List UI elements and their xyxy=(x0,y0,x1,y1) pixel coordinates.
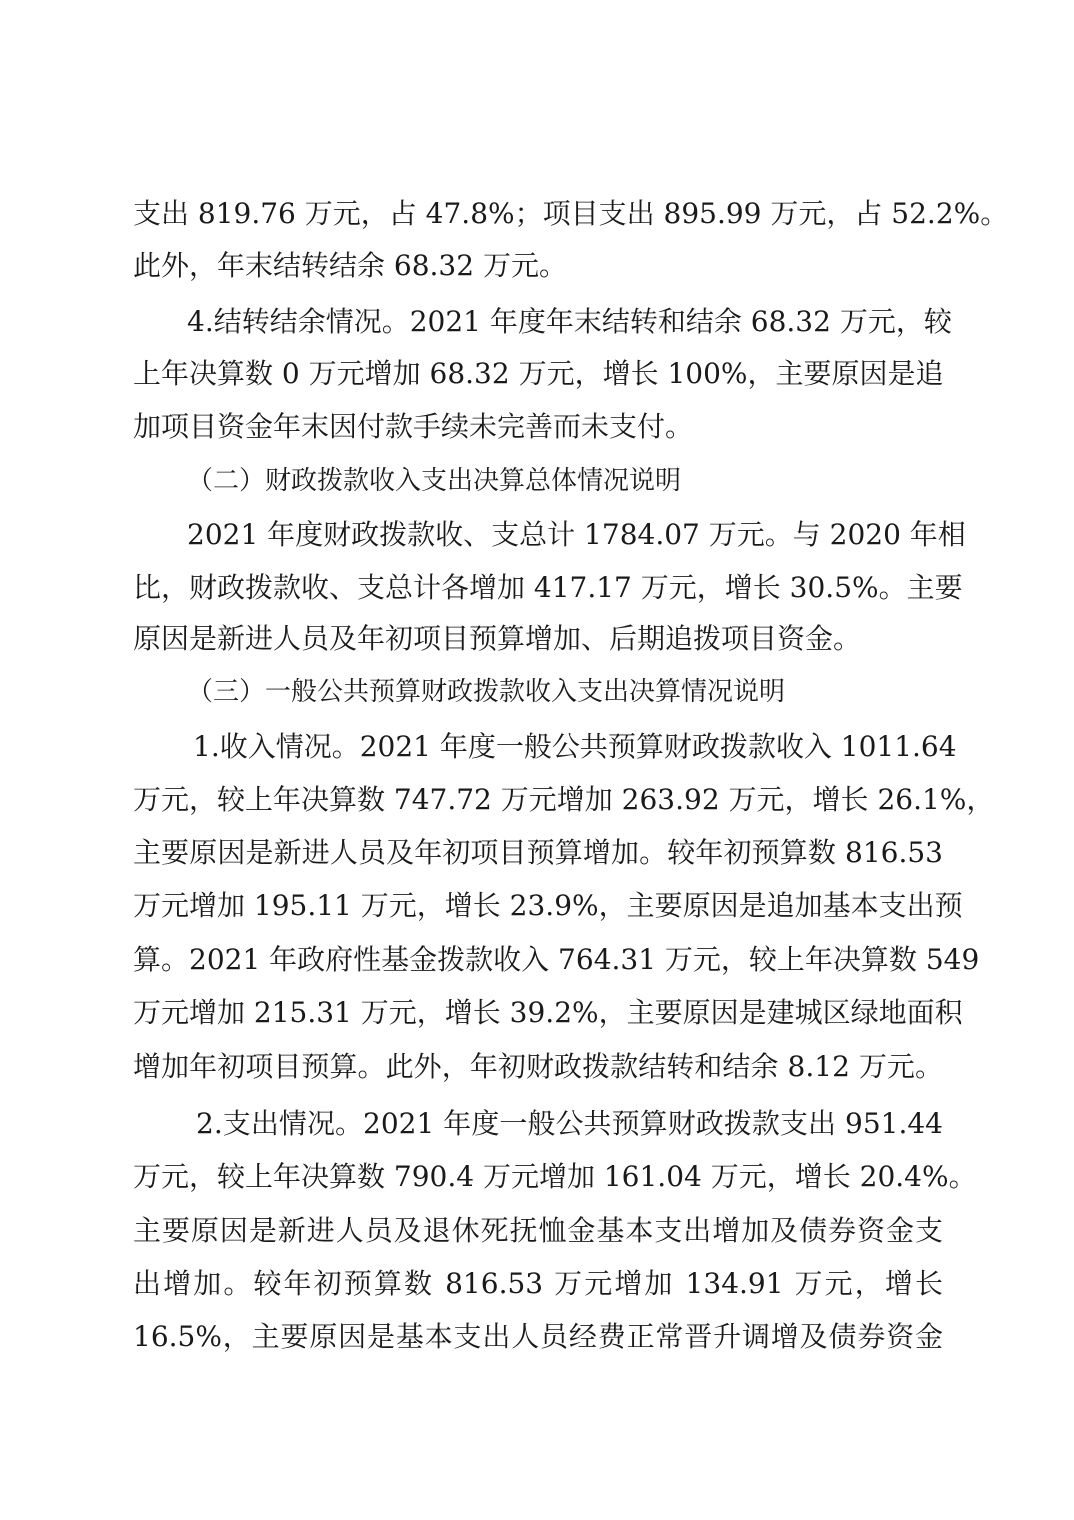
paragraph-2-line: 2.支出情况。2021 年度一般公共预算财政拨款支出 951.44 xyxy=(196,1107,943,1140)
paragraph-4-line: 4.结转结余情况。2021 年度年末结转和结余 68.32 万元，较 xyxy=(187,305,952,338)
text-line: 上年决算数 0 万元增加 68.32 万元，增长 100%，主要原因是追 xyxy=(133,357,944,390)
text-line: 万元增加 195.11 万元，增长 23.9%，主要原因是追加基本支出预 xyxy=(133,889,963,922)
text-line: 增加年初项目预算。此外，年初财政拨款结转和结余 8.12 万元。 xyxy=(133,1050,943,1083)
text-line: 万元，较上年决算数 790.4 万元增加 161.04 万元，增长 20.4%。 xyxy=(133,1160,977,1193)
text-line: 支出 819.76 万元，占 47.8%；项目支出 895.99 万元，占 52.2%。 xyxy=(133,197,1009,230)
text-line: 算。2021 年政府性基金拨款收入 764.31 万元，较上年决算数 549 xyxy=(133,943,980,976)
text-line: 万元增加 215.31 万元，增长 39.2%，主要原因是建城区绿地面积 xyxy=(133,996,963,1029)
text-line: 此外，年末结转结余 68.32 万元。 xyxy=(133,249,567,282)
text-line: 主要原因是新进人员及年初项目预算增加。较年初预算数 816.53 xyxy=(133,836,943,869)
section-heading-3: （三）一般公共预算财政拨款收入支出决算情况说明 xyxy=(187,677,786,707)
text-line: 原因是新进人员及年初项目预算增加、后期追拨项目资金。 xyxy=(133,622,862,655)
text-line: 万元，较上年决算数 747.72 万元增加 263.92 万元，增长 26.1%， xyxy=(133,783,995,816)
paragraph-1-line: 1.收入情况。2021 年度一般公共预算财政拨款收入 1011.64 xyxy=(193,730,957,763)
text-line: 主要原因是新进人员及退休死抚恤金基本支出增加及债券资金支 xyxy=(133,1214,943,1247)
text-line: 比，财政拨款收、支总计各增加 417.17 万元，增长 30.5%。主要 xyxy=(133,571,963,604)
text-line: 加项目资金年末因付款手续未完善而未支付。 xyxy=(133,410,694,443)
text-line: 出增加。较年初预算数 816.53 万元增加 134.91 万元，增长 xyxy=(133,1267,943,1300)
text-line: 2021 年度财政拨款收、支总计 1784.07 万元。与 2020 年相 xyxy=(187,518,966,551)
text-line: 16.5%，主要原因是基本支出人员经费正常晋升调增及债券资金 xyxy=(133,1320,943,1353)
section-heading-2: （二）财政拨款收入支出决算总体情况说明 xyxy=(187,466,682,496)
